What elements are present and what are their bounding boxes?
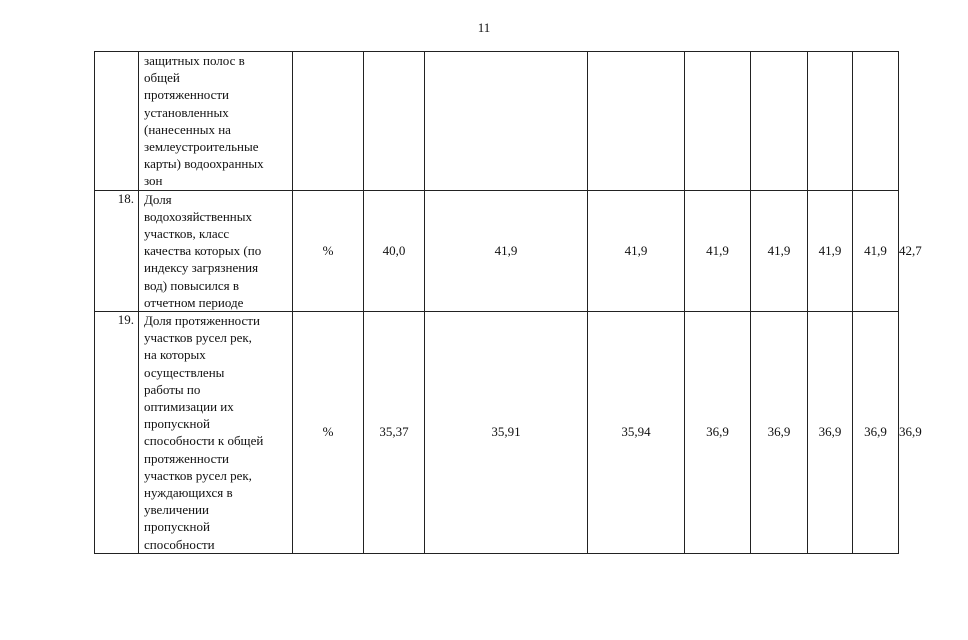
description-line: нуждающихся в [144, 485, 233, 501]
description-line: зон [144, 173, 163, 189]
value-cell [853, 52, 899, 191]
description-line: вод) повысился в [144, 277, 240, 293]
unit-cell: % [293, 190, 364, 311]
description-line: способности [144, 536, 215, 552]
row-index [95, 52, 139, 191]
description-line: индексу загрязнения [144, 260, 259, 276]
description-line: на которых [144, 347, 206, 363]
value-cell [425, 52, 588, 191]
table-row: 18. Доля водохозяйственных участков, класс качества которых (по индексу загрязнения вод) повысился в отчетном периоде % 40,0 41,9 41,9 41,9 41,9 41,9 41,9 42,7 [95, 190, 899, 311]
description-line: установленных [144, 104, 229, 120]
description-line: работы по [144, 381, 201, 397]
description-line: качества которых (по [144, 243, 262, 259]
value-cell: 35,91 [425, 312, 588, 554]
value-cell [808, 52, 853, 191]
description-line: карты) водоохранных [144, 156, 264, 172]
description-line: землеустроительные [144, 139, 259, 155]
description-line: участков русел рек, [144, 467, 252, 483]
description-line: осуществлены [144, 364, 225, 380]
description-line: (нанесенных на [144, 121, 231, 137]
value-cell: 41,9 [853, 190, 899, 311]
description-line: участков русел рек, [144, 330, 252, 346]
description-line: участков, класс [144, 226, 230, 242]
row-index: 18. [95, 190, 139, 311]
description-line: оптимизации их [144, 399, 234, 415]
description-line: протяженности [144, 450, 230, 466]
value-cell: 36,9 [685, 312, 751, 554]
page-number: 11 [477, 20, 491, 35]
description-line: Доля протяженности [144, 313, 260, 329]
table-row: 19. Доля протяженности участков русел рек, на которых осуществлены работы по оптимизации их пропускной способности к общей протяженности участков русел рек, нуждающихся в увеличении пропускной способности % 35,37 35,91 35,94 36,9 36,9 36,9 36,9 36,9 [95, 312, 899, 554]
description-line: защитных полос в [144, 53, 245, 68]
value-cell: 36,9 [751, 312, 808, 554]
value-cell: 35,37 [364, 312, 425, 554]
value-cell [364, 52, 425, 191]
description-line: пропускной [144, 416, 210, 432]
value-cell: 40,0 [364, 190, 425, 311]
value-cell: 41,9 [808, 190, 853, 311]
value-cell [588, 52, 685, 191]
indicator-table [94, 51, 922, 554]
unit-cell: % [293, 312, 364, 554]
description-line: способности к общей [144, 433, 264, 449]
unit-cell [293, 52, 364, 191]
value-cell: 41,9 [685, 190, 751, 311]
value-cell: 36,9 [853, 312, 899, 554]
description-line: общей [144, 70, 180, 86]
description-line: протяженности [144, 87, 230, 103]
value-cell: 41,9 [425, 190, 588, 311]
value-cell [685, 52, 751, 191]
description-line: Доля [144, 191, 172, 207]
description-line: отчетном периоде [144, 294, 244, 310]
value-cell: 36,9 [808, 312, 853, 554]
description-line: увеличении [144, 502, 209, 518]
description-line: пропускной [144, 519, 210, 535]
row-description [139, 312, 293, 554]
table-row [95, 52, 899, 191]
row-description [139, 190, 293, 311]
row-index: 19. [95, 312, 139, 554]
row-description [139, 52, 293, 191]
description-line: водохозяйственных [144, 208, 252, 224]
value-cell: 41,9 [588, 190, 685, 311]
value-cell [751, 52, 808, 191]
value-cell: 41,9 [751, 190, 808, 311]
value-cell: 35,94 [588, 312, 685, 554]
